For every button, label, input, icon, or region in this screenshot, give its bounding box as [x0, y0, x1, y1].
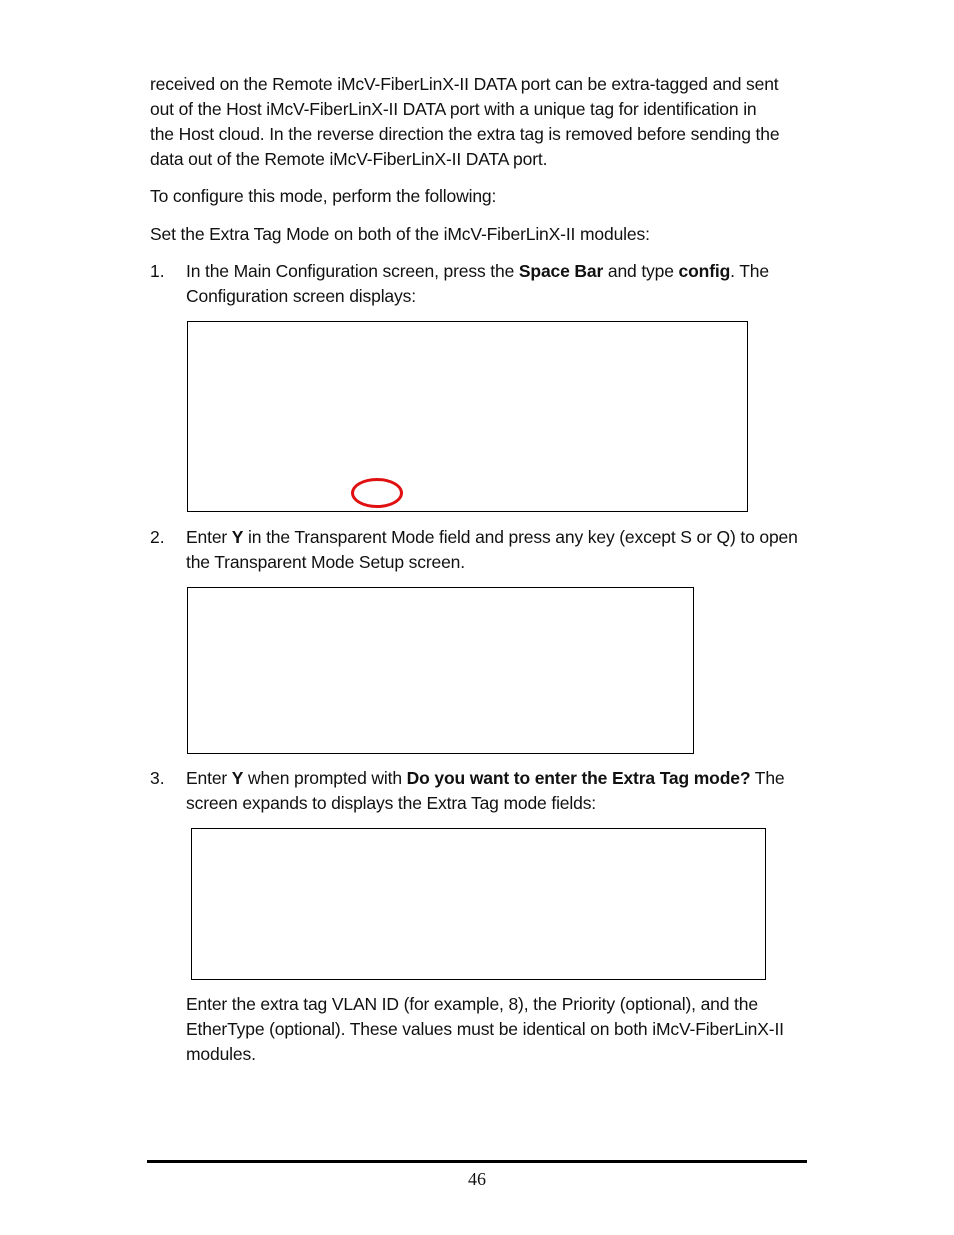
y-key: Y: [231, 768, 244, 788]
step-3-text: [186, 766, 806, 816]
config-command: config: [678, 261, 731, 281]
step-3-line-2: screen expands to displays the Extra Tag mode fields:: [186, 793, 597, 813]
step-text-segment: Enter: [186, 527, 232, 547]
step-number: 1.: [150, 261, 165, 281]
step-text-segment: In the Main Configuration screen, press the: [186, 261, 519, 281]
closing-line: modules.: [186, 1044, 256, 1064]
transparent-mode-setup-screen-image: [187, 587, 694, 754]
space-bar-key: Space Bar: [518, 261, 604, 281]
intro-paragraph: [150, 72, 810, 172]
step-1-line-1: [186, 259, 806, 284]
step-1-text: [186, 259, 806, 309]
intro-line: out of the Host iMcV-FiberLinX-II DATA port with a unique tag for identification in: [150, 99, 757, 119]
step-text-segment: in the Transparent Mode field and press any key (except S or Q) to open: [243, 527, 798, 547]
step-text-segment: The: [750, 768, 785, 788]
configure-instruction: To configure this mode, perform the following:: [150, 186, 497, 206]
step-number: 2.: [150, 527, 165, 547]
set-instruction: Set the Extra Tag Mode on both of the iMcV-FiberLinX-II modules:: [150, 224, 650, 244]
step-text-segment: Enter: [186, 768, 232, 788]
intro-line: received on the Remote iMcV-FiberLinX-II DATA port can be extra-tagged and sent: [150, 74, 779, 94]
footer-divider: [147, 1160, 807, 1163]
configuration-screen-image: [187, 321, 748, 512]
highlight-circle-icon: [351, 478, 403, 508]
extra-tag-prompt: Do you want to enter the Extra Tag mode?: [406, 768, 751, 788]
step-3-line-1: [186, 766, 806, 791]
step-2-line-1: [186, 525, 806, 550]
closing-paragraph: [186, 992, 806, 1067]
page-number: 46: [468, 1169, 486, 1189]
step-text-segment: . The: [730, 261, 769, 281]
step-2-line-2: the Transparent Mode Setup screen.: [186, 552, 465, 572]
intro-line: data out of the Remote iMcV-FiberLinX-II DATA port.: [150, 149, 548, 169]
step-text-segment: when prompted with: [243, 768, 407, 788]
closing-line: Enter the extra tag VLAN ID (for example, 8), the Priority (optional), and the: [186, 994, 758, 1014]
step-1-line-2: Configuration screen displays:: [186, 286, 416, 306]
closing-line: EtherType (optional). These values must be identical on both iMcV-FiberLinX-II: [186, 1019, 784, 1039]
y-key: Y: [231, 527, 244, 547]
step-text-segment: and type: [603, 261, 679, 281]
extra-tag-mode-screen-image: [191, 828, 766, 980]
step-number: 3.: [150, 768, 165, 788]
step-2-text: [186, 525, 806, 575]
intro-line: the Host cloud. In the reverse direction the extra tag is removed before sending the: [150, 124, 780, 144]
